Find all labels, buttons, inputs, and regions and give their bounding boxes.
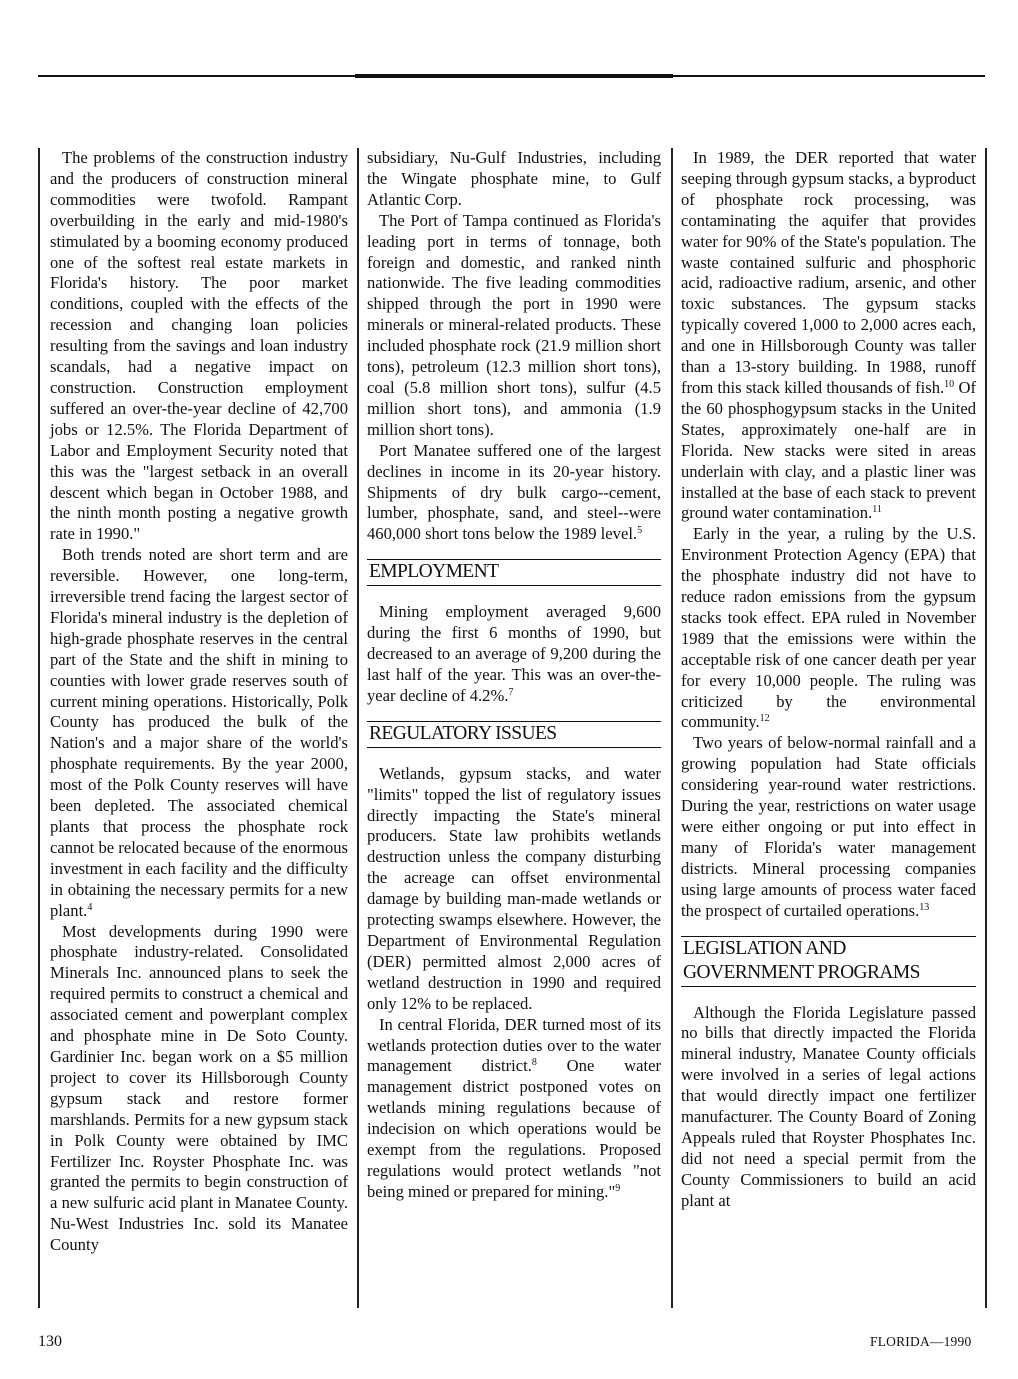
- heading-text: LEGISLATION AND: [683, 937, 846, 959]
- paragraph: [367, 1015, 661, 1203]
- paragraph-text: One water management district postponed votes on wetlands mining regulations because of indecision on which operations would be exempt from the regulations. Proposed regulations would protect wetlands "not being mined or prepared for mining.": [367, 1056, 661, 1201]
- column-3: [681, 148, 976, 1212]
- paragraph: [50, 545, 348, 921]
- paragraph-text: In 1989, the DER reported that water seeping through gypsum stacks, a byproduct of phosphate rock processing, was contaminating the aquifer that provides water for 90% of the State's population. The waste contained sulfuric and phosphoric acid, radioactive radium, arsenic, and other toxic substances. The gypsum stacks typically covered 1,000 to 2,000 acres each, and one in Hillsborough County was taller than a 13-story building. In 1988, runoff from this stack killed thousands of fish.: [681, 148, 976, 397]
- paragraph: [681, 148, 976, 524]
- column-1: [50, 148, 348, 1256]
- section-heading-regulatory-issues: [367, 721, 661, 748]
- footnote-ref: 10: [944, 378, 955, 390]
- paragraph-text: Port Manatee suffered one of the largest declines in income in its 20-year history. Shipments of dry bulk cargo--cement, lumber, phosphate, sand, and steel--were 460,000 short tons below the 1989 level.: [367, 440, 661, 544]
- column-divider-left-edge: [38, 148, 40, 1308]
- footnote-ref: 9: [615, 1182, 621, 1194]
- footnote-ref: 4: [87, 901, 93, 913]
- section-heading-employment: [367, 559, 661, 586]
- paragraph: [681, 524, 976, 733]
- paragraph: [367, 602, 661, 707]
- section-heading-legislation: [681, 936, 976, 987]
- footnote-ref: 12: [759, 713, 770, 725]
- paragraph: The Port of Tampa continued as Florida's leading port in terms of tonnage, both foreign and domestic, and ranked ninth nationwide. The five leading commodities shipped through the port in 1990 were minerals or mineral-related products. These included phosphate rock (21.9 million short tons), petroleum (12.3 million short tons), coal (5.8 million short tons), sulfur (4.5 million short tons), and ammonia (1.9 million short tons).: [367, 210, 661, 439]
- footnote-ref: 13: [919, 901, 930, 913]
- paragraph: The problems of the construction industry and the producers of construction mineral commodities were twofold. Rampant overbuilding in the early and mid-1980's stimulated by a booming economy produced one of the softest real estate markets in Florida's history. The poor market conditions, coupled with the effects of the recession and changing loan policies resulting from the savings and loan industry scandals, had a negative impact on construction. Construction employment suffered an over-the-year decline of 42,700 jobs or 12.5%. The Florida Department of Labor and Employment Security noted that this was the "largest setback in an overall descent which began in October 1988, and the ninth month posting a negative growth rate in 1990.": [50, 148, 348, 544]
- page-number: 130: [38, 1333, 62, 1350]
- paragraph-text: Early in the year, a ruling by the U.S. Environment Protection Agency (EPA) that the phosphate industry did not have to reduce radon emissions from the gypsum stacks took effect. EPA ruled in November 1989 that the emissions were within the acceptable risk of one cancer death per year for every 10,000 people. The ruling was criticized by the environmental community.: [681, 524, 976, 732]
- footnote-ref: 7: [508, 686, 514, 698]
- paragraph-text: In central Florida, DER turned most of its wetlands protection duties over to the water management district.: [367, 1014, 661, 1076]
- top-rule-accent: [355, 74, 673, 78]
- column-2: [367, 148, 661, 1203]
- footnote-ref: 8: [531, 1057, 537, 1069]
- paragraph: Most developments during 1990 were phosphate industry-related. Consolidated Minerals Inc. announced plans to seek the required permits to construct a chemical and associated cement and powerplant complex and phosphate mine in De Soto County. Gardinier Inc. began work on a $5 million project to cover its Hillsborough County gypsum stack and restore former marshlands. Permits for a new gypsum stack in Polk County were obtained by IMC Fertilizer Inc. Royster Phosphate Inc. was granted the permits to begin construction of a new sulfuric acid plant in Manatee County. Nu-West Industries Inc. sold its Manatee County: [50, 921, 348, 1255]
- heading-text: EMPLOYMENT: [369, 561, 499, 583]
- paragraph-text: Of the 60 phosphogypsum stacks in the United States, approximately one-half are in Florida. New stacks were sited in areas underlain with clay, and a plastic liner was installed at the base of each stack to prevent ground water contamination.: [681, 377, 976, 523]
- paragraph: Wetlands, gypsum stacks, and water "limits" topped the list of regulatory issues directly impacting the State's mineral producers. State law prohibits wetlands destruction unless the company disturbing the acreage can offset environmental damage by building man-made wetlands or protecting swamps elsewhere. However, the Department of Environmental Regulation (DER) permitted almost 2,000 acres of wetland destruction in 1990 and required only 12% to be replaced.: [367, 763, 661, 1013]
- paragraph: subsidiary, Nu-Gulf Industries, including the Wingate phosphate mine, to Gulf Atlantic Corp.: [367, 148, 661, 209]
- column-divider-2: [671, 148, 673, 1308]
- paragraph: [367, 441, 661, 546]
- paragraph-text: Mining employment averaged 9,600 during the first 6 months of 1990, but decreased to an average of 9,200 during the last half of the year. This was an over-the-year decline of 4.2%.: [367, 602, 661, 705]
- paragraph-text: Both trends noted are short term and are reversible. However, one long-term, irreversible trend facing the largest sector of Florida's mineral industry is the depletion of high-grade phosphate reserves in the central part of the State and the shift in mining to counties with lower grade reserves south of current mining operations. Historically, Polk County has produced the bulk of the Nation's and a major share of the world's phosphate requirements. By the year 2000, most of the Polk County reserves will have been depleted. The associated chemical plants that process the phosphate rock cannot be relocated because of the enormous investment in each facility and the difficulty in obtaining the necessary permits for a new plant.: [50, 545, 348, 920]
- column-divider-1: [357, 148, 359, 1308]
- column-divider-right-edge: [985, 148, 987, 1308]
- paragraph-text: Two years of below-normal rainfall and a growing population had State officials considering year-round water restrictions. During the year, restrictions on water usage were either ongoing or put into effect in many of Florida's water management districts. Mineral processing companies using large amounts of process water faced the prospect of curtailed operations.: [681, 733, 976, 920]
- footnote-ref: 5: [637, 525, 643, 537]
- paragraph: [681, 733, 976, 921]
- heading-text: REGULATORY ISSUES: [369, 722, 557, 744]
- paragraph: Although the Florida Legislature passed no bills that directly impacted the Florida mineral industry, Manatee County officials were involved in a series of legal actions that would directly impact one fertilizer manufacturer. The County Board of Zoning Appeals ruled that Royster Phosphates Inc. did not need a special permit from the County Commissioners to build an acid plant at: [681, 1002, 976, 1210]
- running-title: FLORIDA—1990: [870, 1334, 972, 1349]
- footnote-ref: 11: [872, 504, 882, 516]
- heading-text: GOVERNMENT PROGRAMS: [683, 961, 920, 983]
